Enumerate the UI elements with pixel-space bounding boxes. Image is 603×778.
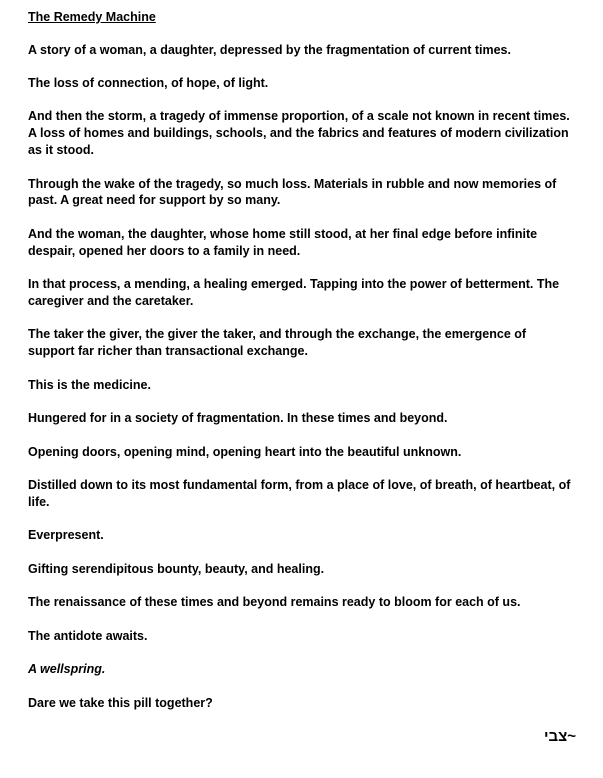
paragraph: Opening doors, opening mind, opening heart into the beautiful unknown. <box>28 444 462 459</box>
paragraph: Hungered for in a society of fragmentation. In these times and beyond. <box>28 411 448 426</box>
paragraph: The taker the giver, the giver the taker, and through the exchange, the emergence of support far richer than transactional exchange. <box>28 327 527 359</box>
paragraph: In that process, a mending, a healing emerged. Tapping into the power of betterment. The caregiver and the caretaker. <box>28 277 560 308</box>
paragraph: The renaissance of these times and beyond remains ready to bloom for each of us. <box>28 595 521 610</box>
paragraph: The loss of connection, of hope, of light. <box>28 75 269 90</box>
paragraph: Everpresent. <box>28 528 104 543</box>
paragraph: Dare we take this pill together? <box>28 695 213 710</box>
paragraph: Through the wake of the tragedy, so much loss. Materials in rubble and now memories of past. A great need for support by so many. <box>28 176 557 208</box>
document-page <box>28 9 576 746</box>
paragraph: And then the storm, a tragedy of immense proportion, of a scale not known in recent times. A loss of homes and buildings, schools, and the fabrics and features of modern civilization as it stood. <box>28 109 570 158</box>
paragraph: Distilled down to its most fundamental form, from a place of love, of breath, of heartbeat, of life. <box>28 478 571 509</box>
paragraph-italic: A wellspring. <box>28 662 106 677</box>
paragraph: Gifting serendipitous bounty, beauty, and healing. <box>28 561 325 576</box>
paragraph: This is the medicine. <box>28 377 151 392</box>
paragraph: And the woman, the daughter, whose home still stood, at her final edge before infinite despair, opened her doors to a family in need. <box>28 226 538 258</box>
document-title: The Remedy Machine <box>28 10 156 24</box>
paragraph: A story of a woman, a daughter, depressed by the fragmentation of current times. <box>28 42 511 57</box>
paragraph: The antidote awaits. <box>28 628 148 643</box>
signature: ~צבי <box>543 728 576 746</box>
